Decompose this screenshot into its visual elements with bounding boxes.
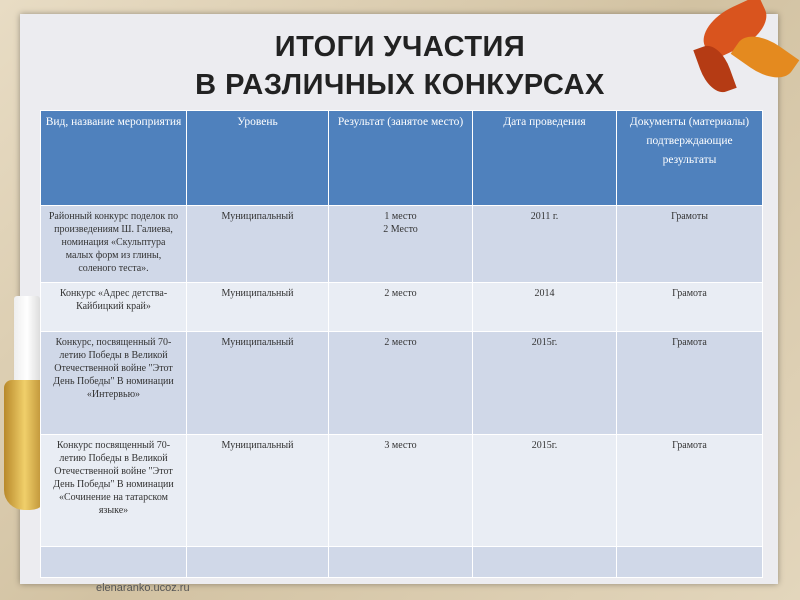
cell-docs: Грамота (617, 435, 763, 547)
cell-level: Муниципальный (187, 435, 329, 547)
title-line-2: В РАЗЛИЧНЫХ КОНКУРСАХ (195, 69, 605, 101)
page-title (0, 28, 800, 104)
cell-result: 1 место 2 Место (329, 206, 473, 283)
header-result: Результат (занятое место) (329, 111, 473, 206)
table-row (41, 547, 763, 578)
cell-docs: Грамоты (617, 206, 763, 283)
cell-date (473, 547, 617, 578)
title-line-1: ИТОГИ УЧАСТИЯ (274, 31, 526, 63)
cell-date: 2015г. (473, 332, 617, 435)
cell-event: Конкурс «Адрес детства-Кайбицкий край» (41, 283, 187, 332)
table-row (41, 206, 763, 283)
header-date: Дата проведения (473, 111, 617, 206)
cell-result (329, 547, 473, 578)
cell-date: 2011 г. (473, 206, 617, 283)
cell-event: Районный конкурс поделок по произведениям Ш. Галиева, номинация «Скульптура малых форм из глины, соленого теста». (41, 206, 187, 283)
table-row (41, 435, 763, 547)
cell-result: 2 место (329, 332, 473, 435)
cell-docs (617, 547, 763, 578)
cell-level: Муниципальный (187, 332, 329, 435)
cell-event (41, 547, 187, 578)
cell-date: 2014 (473, 283, 617, 332)
cell-result: 2 место (329, 283, 473, 332)
cell-event: Конкурс посвященный 70-летию Победы в Великой Отечественной войне "Этот День Победы" В номинации «Сочинение на татарском языке» (41, 435, 187, 547)
table-row (41, 283, 763, 332)
table-row (41, 332, 763, 435)
cell-date: 2015г. (473, 435, 617, 547)
cell-level: Муниципальный (187, 283, 329, 332)
cell-docs: Грамота (617, 283, 763, 332)
results-table (40, 110, 763, 578)
source-credit: elenaranko.ucoz.ru (96, 582, 190, 594)
cell-level (187, 547, 329, 578)
table-header-row (41, 111, 763, 206)
cell-docs: Грамота (617, 332, 763, 435)
header-level: Уровень (187, 111, 329, 206)
cell-level: Муниципальный (187, 206, 329, 283)
header-event: Вид, название мероприятия (41, 111, 187, 206)
header-docs: Документы (материалы) подтверждающие результаты (617, 111, 763, 206)
cell-event: Конкурс, посвященный 70-летию Победы в Великой Отечественной войне "Этот День Победы" В номинации «Интервью» (41, 332, 187, 435)
cell-result: 3 место (329, 435, 473, 547)
candle-decoration (14, 296, 40, 386)
